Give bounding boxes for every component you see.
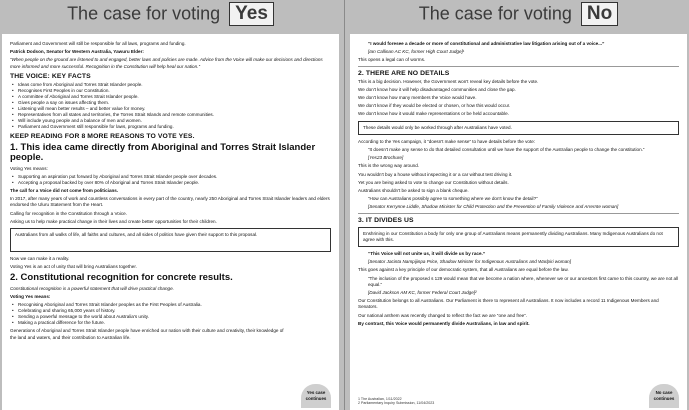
yes-speaker: Patrick Dodson, Senator for Western Australia, Yawuru Elder:: [10, 49, 144, 55]
footnote: 2 Parliamentary Inquiry Submission, 11/04/2023: [358, 401, 435, 406]
yes-title-tag: Yes: [229, 2, 274, 26]
no-s2-line: This is a big decision. However, the Government won't reveal key details before the vote.: [358, 78, 539, 84]
list-item: • Recognises First Peoples in our Constitution.: [10, 88, 331, 94]
no-s2-yes-campaign: According to the Yes campaign, it “doesn't make sense” to have details before the vote:: [358, 138, 536, 144]
footnote: 1 The Australian, 1/11/2022: [358, 396, 402, 401]
no-s3-quote: “This Voice will not unite us, it will divide us by race.”: [368, 251, 486, 257]
yes-panel: [2, 0, 339, 410]
no-footnotes: [358, 397, 434, 406]
no-title-tag: No: [581, 2, 618, 26]
no-s2-line: We don't know if they would be elected or chosen, or how this would occur.: [358, 103, 511, 109]
yes-s2-p2: Generations of Aboriginal and Torres Strait Islander people have enriched our nation with their culture and creativity, their knowledge of the land and waters, and their contribution to Australian life.: [10, 328, 284, 340]
list-item: • A committee of Aboriginal and Torres Strait Islander people.: [10, 94, 331, 100]
list-item: • Parliament and Government still responsible for laws, programs and funding.: [10, 124, 331, 130]
yes-facts-heading: THE VOICE: KEY FACTS: [10, 72, 91, 80]
yes-s2-p1: Constitutional recognition is a powerful statement that will drive practical change.: [10, 285, 174, 291]
list-item: • Accepting a proposal backed by over 80% of Aboriginal and Torres Strait Islander people.: [10, 180, 331, 186]
yes-section1-heading: 1. This idea came directly from Aboriginal and Torres Strait Islander people.: [10, 141, 316, 164]
yes-s1-list: [10, 174, 331, 186]
no-s3-quote2-source: [David Jackson AM KC, former Federal Court Judge]²: [368, 290, 477, 296]
no-continues-badge: No case continues: [649, 384, 679, 408]
no-s2-more: Australians shouldn't be asked to sign a blank cheque.: [358, 188, 469, 194]
no-section3-heading: 3. IT DIVIDES US: [358, 216, 414, 224]
list-item: • Listening will mean better results – and better value for money.: [10, 106, 331, 112]
yes-keep-reading: KEEP READING FOR 8 MORE REASONS TO VOTE YES.: [10, 132, 195, 140]
no-s2-more: Yet you are being asked to vote to change our Constitution without details.: [358, 179, 509, 185]
no-page: [350, 34, 687, 410]
no-panel: [350, 0, 687, 410]
no-s2-quote: “It doesn't make any sense to do that detailed consultation until we have the support of the Australian people to change the constitution.”: [368, 147, 645, 153]
no-s2-callout-box: These details would only be worked through after Australians have voted.: [358, 121, 679, 135]
no-s3-p1: This goes against a key principle of our democratic system, that all Australians are equal before the law.: [358, 267, 569, 273]
yes-s2-means: Voting Yes means:: [10, 294, 51, 300]
yes-speaker-quote: “When people on the ground are listened to and engaged, better laws and policies are made. Advice from the Voice will make our decisions and directions more informed and more successful. Recognition in the Constitution will help heal our nation.”: [10, 57, 323, 69]
no-section2-heading: 2. THERE ARE NO DETAILS: [358, 69, 450, 77]
yes-facts-list: [10, 82, 331, 130]
no-title-prefix: The case for voting: [418, 3, 572, 24]
yes-s2-list: [10, 302, 331, 326]
divider: [358, 66, 679, 67]
no-quote1-after: This opens a legal can of worms.: [358, 57, 426, 63]
list-item: • Representatives from all states and territories, the Torres Strait Islands and remote communities.: [10, 112, 331, 118]
divider: [358, 213, 679, 214]
no-s2-line: We don't know how it would make representations or be held accountable.: [358, 111, 509, 117]
no-s2-more: This is the wrong way around.: [358, 163, 420, 169]
no-s2-line: We don't know how many members the Voice would have.: [358, 95, 477, 101]
yes-s1-p5: Voting Yes is an act of unity that will bring Australians together.: [10, 264, 137, 270]
no-title: [350, 0, 687, 30]
list-item: • Supporting an aspiration put forward by Aboriginal and Torres Strait Islander people over decades.: [10, 174, 331, 180]
no-quote1: “I would foresee a decade or more of constitutional and administrative law litigation arising out of a voice...”: [368, 41, 605, 46]
yes-s1-call: The call for a Voice did not come from politicians.: [10, 188, 119, 194]
spread-divider: [344, 0, 345, 410]
yes-s1-p1: In 2017, after many years of work and countless conversations in every part of the country, nearly 250 Aboriginal and Torres Strait Islander leaders and elders endorsed the Uluru Statement from the Heart.: [10, 196, 330, 208]
no-s2-quote-source: [Yes23 Brochure]: [368, 155, 404, 161]
yes-title: [2, 0, 339, 30]
yes-section2-heading: 2. Constitutional recognition for concrete results.: [10, 272, 233, 284]
no-s3-callout-box: Enshrining in our Constitution a body for only one group of Australians means permanently dividing Australians. Many Indigenous Australians do not agree with this.: [358, 227, 679, 247]
no-s3-p2: Our Constitution belongs to all Australians. Our Parliament is there to represent all Australians. It now includes a record 11 Indigenous Members and Senators.: [358, 298, 659, 310]
list-item: • Ideas come from Aboriginal and Torres Strait Islander people.: [10, 82, 331, 88]
no-s2-line: We don't know how it will help disadvantaged communities and close the gap.: [358, 86, 516, 92]
no-s3-quote2: “The inclusion of the proposed s 129 would mean that we become a nation where, whenever we or our ancestors first came to this country, we are not all equal.”: [368, 275, 679, 287]
yes-page: [2, 34, 339, 410]
yes-s1-p4: Now we can make it a reality.: [10, 256, 70, 262]
list-item: • Will include young people and a balance of men and women.: [10, 118, 331, 124]
no-s3-p3: Our national anthem was recently changed to reflect the fact we are “one and free”.: [358, 312, 528, 318]
list-item: • Making a practical difference for the future.: [10, 320, 331, 326]
no-s2-quote2-source: [Senator Kerrynne Liddle, Shadow Minister for Child Protection and the Prevention of Family Violence and Arrernte woman]: [368, 204, 619, 210]
yes-title-prefix: The case for voting: [67, 3, 221, 24]
no-s3-quote-source: [Senator Jacinta Nampijinpa Price, Shadow Minister for Indigenous Australians and Warlpiri woman]: [368, 259, 571, 265]
no-s3-p4: By contrast, this Voice would permanently divide Australians, in law and spirit.: [358, 320, 530, 326]
no-s2-quote2: “How can Australians possibly agree to something where we don't know the detail?”: [368, 196, 538, 202]
yes-continues-badge: Yes case continues: [301, 384, 331, 408]
yes-s1-means: Voting Yes means:: [10, 165, 48, 171]
list-item: • Sending a powerful message to the world about Australia's unity.: [10, 314, 331, 320]
list-item: • Gives people a say on issues affecting them.: [10, 100, 331, 106]
list-item: • Recognising Aboriginal and Torres Strait Islander peoples as the First Peoples of Australia.: [10, 302, 331, 308]
no-quote1-source: [Ian Callinan AC KC, former High Court Judge]¹: [368, 49, 465, 55]
yes-s1-p2: Calling for recognition in the Constitution through a Voice.: [10, 210, 127, 216]
no-s2-more: You wouldn't buy a house without inspecting it or a car without test driving it.: [358, 171, 513, 177]
yes-s1-callout-box: Australians from all walks of life, all faiths and cultures, and all sides of politics have given their support to this proposal.: [10, 228, 331, 252]
list-item: • Celebrating and sharing 65,000 years of history.: [10, 308, 331, 314]
yes-intro: Parliament and Government will still be responsible for all laws, programs and funding.: [10, 41, 186, 46]
yes-s1-p3: Asking us to help make practical change in their lives and create better opportunities for their children.: [10, 218, 217, 224]
